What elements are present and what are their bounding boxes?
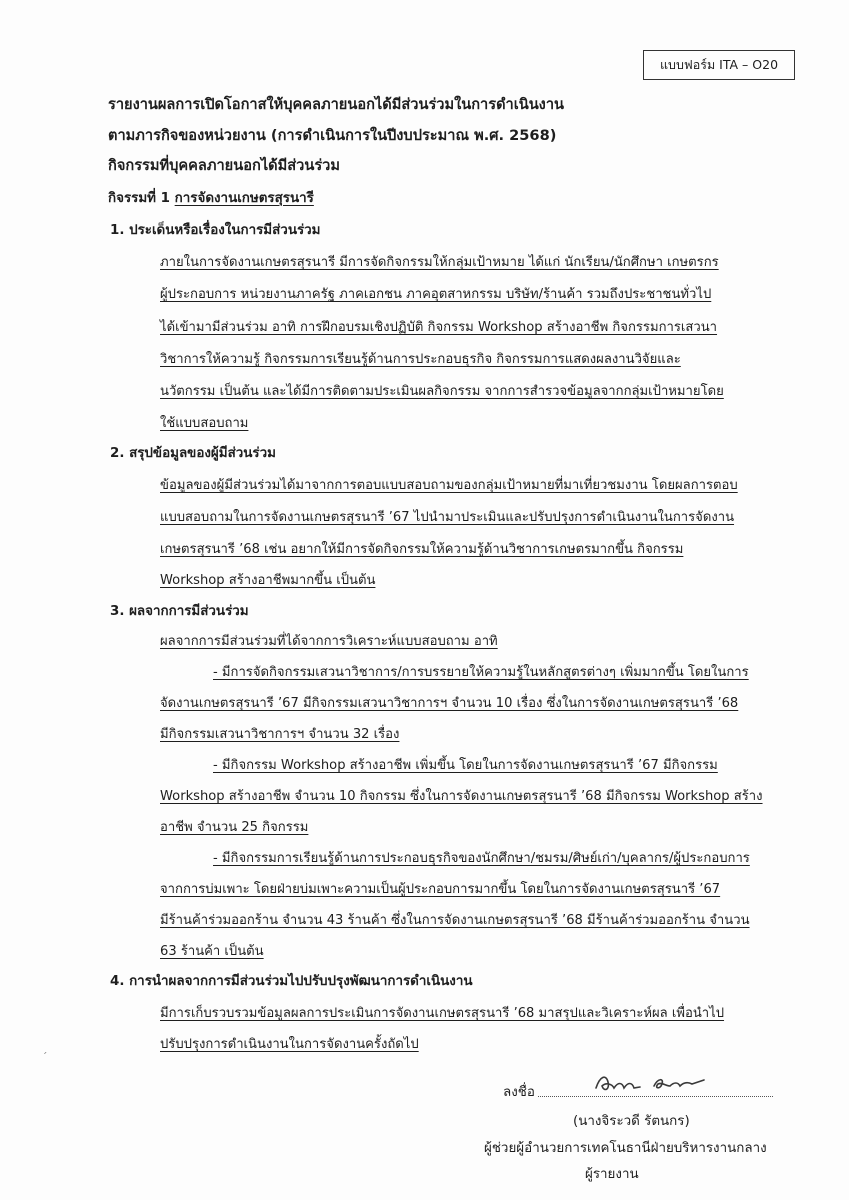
section-3-line: จากการบ่มเพาะ โดยฝ่ายบ่มเพาะความเป็นผู้ประกอบการมากขึ้น โดยในการจัดงานเกษตรสุรนารี ’67 [160,882,721,897]
activity-heading: กิจกรรมที่บุคคลภายนอกได้มีส่วนร่วม [108,157,340,174]
signer-name: (นางจิระวดี รัตนกร) [573,1114,690,1129]
report-subtitle: ตามภารกิจของหน่วยงาน (การดำเนินการในปีงบประมาณ พ.ศ. 2568) [108,127,557,144]
section-1-heading: 1. ประเด็นหรือเรื่องในการมีส่วนร่วม [110,223,321,238]
signer-position: ผู้ช่วยผู้อำนวยการเทคโนธานีฝ่ายบริหารงานกลาง [484,1141,767,1156]
section-1-line: ผู้ประกอบการ หน่วยงานภาครัฐ ภาคเอกชน ภาคอุตสาหกรรม บริษัท/ร้านค้า รวมถึงประชาชนทั่วไป [160,287,712,302]
section-1-line: นวัตกรรม เป็นต้น และได้มีการติดตามประเมินผลกิจกรรม จากการสำรวจข้อมูลจากกลุ่มเป้าหมายโดย [160,384,724,399]
section-3-line: มีร้านค้าร่วมออกร้าน จำนวน 43 ร้านค้า ซึ่งในการจัดงานเกษตรสุรนารี ’68 มีร้านค้าร่วมออกร้าน จำนวน [160,913,750,928]
form-code-box: แบบฟอร์ม ITA – O20 [643,50,795,80]
signer-role: ผู้รายงาน [585,1167,639,1182]
section-2-heading: 2. สรุปข้อมูลของผู้มีส่วนร่วม [110,446,276,461]
section-1-line: ใช้แบบสอบถาม [160,416,249,431]
scan-speck: ׳ [43,1048,48,1061]
section-3-line: - มีการจัดกิจกรรมเสวนาวิชาการ/การบรรยายให้ความรู้ในหลักสูตรต่างๆ เพิ่มมากขึ้น โดยในการ [213,665,749,680]
section-2-line: เกษตรสุรนารี ’68 เช่น อยากให้มีการจัดกิจกรรมให้ความรู้ด้านวิชาการเกษตรมากขึ้น กิจกรรม [160,542,684,557]
section-3-line: จัดงานเกษตรสุรนารี ’67 มีกิจกรรมเสวนาวิชาการฯ จำนวน 10 เรื่อง ซึ่งในการจัดงานเกษตรสุรนารี ’68 [160,696,739,711]
section-3-line: มีกิจกรรมเสวนาวิชาการฯ จำนวน 32 เรื่อง [160,727,400,742]
activity-name: การจัดงานเกษตรสุรนารี [174,191,314,206]
section-2-line: Workshop สร้างอาชีพมากขึ้น เป็นต้น [160,573,376,588]
handwritten-signature [592,1070,712,1102]
signature-label: ลงชื่อ [503,1085,535,1100]
section-3-line: - มีกิจกรรมการเรียนรู้ด้านการประกอบธุรกิจของนักศึกษา/ชมรม/ศิษย์เก่า/บุคลากร/ผู้ประกอบการ [213,851,750,866]
section-1-line: วิชาการให้ความรู้ กิจกรรมการเรียนรู้ด้านการประกอบธุรกิจ กิจกรรมการแสดงผลงานวิจัยและ [160,352,681,367]
section-2-line: แบบสอบถามในการจัดงานเกษตรสุรนารี ’67 ไปนำมาประเมินและปรับปรุงการดำเนินงานในการจัดงาน [160,510,735,525]
section-3-line: ผลจากการมีส่วนร่วมที่ได้จากการวิเคราะห์แบบสอบถาม อาทิ [160,634,498,649]
section-1-line: ภายในการจัดงานเกษตรสุรนารี มีการจัดกิจกรรมให้กลุ่มเป้าหมาย ได้แก่ นักเรียน/นักศึกษา เกษตรกร [160,255,719,270]
section-4-line: ปรับปรุงการดำเนินงานในการจัดงานครั้งถัดไป [160,1037,419,1052]
section-1-line: ได้เข้ามามีส่วนร่วม อาทิ การฝึกอบรมเชิงปฏิบัติ กิจกรรม Workshop สร้างอาชีพ กิจกรรมการเสวนา [160,320,718,335]
activity-prefix: กิจรรมที่ 1 [108,191,170,206]
section-4-line: มีการเก็บรวบรวมข้อมูลผลการประเมินการจัดงานเกษตรสุรนารี ’68 มาสรุปและวิเคราะห์ผล เพื่อนำไป [160,1006,725,1021]
section-2-line: ข้อมูลของผู้มีส่วนร่วมได้มาจากการตอบแบบสอบถามของกลุ่มเป้าหมายที่มาเที่ยวชมงาน โดยผลการตอบ [160,478,738,493]
report-title: รายงานผลการเปิดโอกาสให้บุคคลภายนอกได้มีส่วนร่วมในการดำเนินงาน [108,96,564,113]
section-3-line: Workshop สร้างอาชีพ จำนวน 10 กิจกรรม ซึ่งในการจัดงานเกษตรสุรนารี ’68 มีกิจกรรม Workshop สร้าง [160,789,763,804]
section-3-line: - มีกิจกรรม Workshop สร้างอาชีพ เพิ่มขึ้น โดยในการจัดงานเกษตรสุรนารี ’67 มีกิจกรรม [213,758,718,773]
section-3-line: อาชีพ จำนวน 25 กิจกรรม [160,820,309,835]
section-4-heading: 4. การนำผลจากการมีส่วนร่วมไปปรับปรุงพัฒนาการดำเนินงาน [110,974,473,989]
section-3-line: 63 ร้านค้า เป็นต้น [160,944,264,959]
activity-line [108,187,314,208]
section-3-heading: 3. ผลจากการมีส่วนร่วม [110,604,249,619]
